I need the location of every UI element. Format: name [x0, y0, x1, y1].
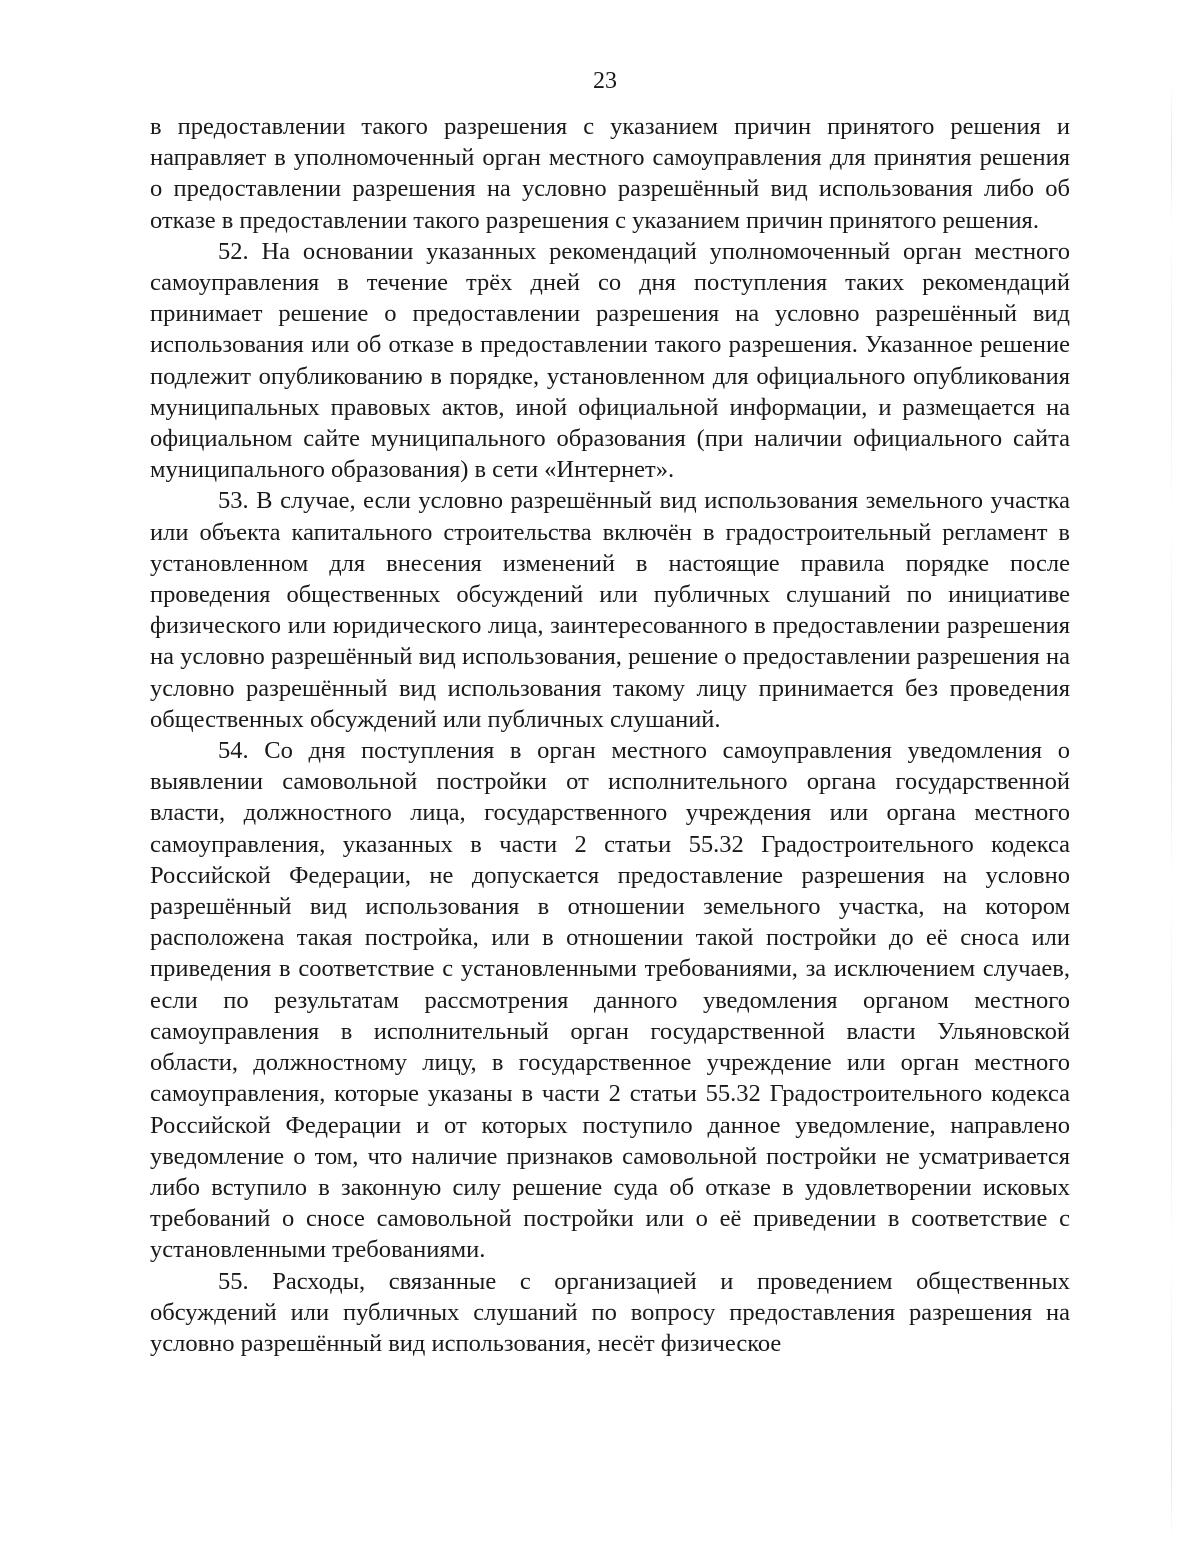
paragraph-continuation: в предоставлении такого разрешения с указанием причин принятого решения и направляет в уполномоченный орган местного самоуправления для принятия решения о предоставлении разрешения на условно разрешённый вид использования либо об отказе в предоставлении такого разрешения с указанием причин принятого решения.	[150, 113, 1070, 234]
paragraph-54: 54. Со дня поступления в орган местного самоуправления уведомления о выявлении самовольной постройки от исполнительного органа государственной власти, должностного лица, государственного учреждения или органа местного самоуправления, указанных в части 2 статьи 55.32 Градостроительного кодекса Российской Федерации, не допускается предоставление разрешения на условно разрешённый вид использования в отношении земельного участка, на котором расположена такая постройка, или в отношении такой постройки до её сноса или приведения в соответствие с установленными требованиями, за исключением случаев, если по результатам рассмотрения данного уведомления органом местного самоуправления в исполнительный орган государственной власти Ульяновской области, должностному лицу, в государственное учреждение или орган местного самоуправления, которые указаны в части 2 статьи 55.32 Градостроительного кодекса Российской Федерации и от которых поступило данное уведомление, направлено уведомление о том, что наличие признаков самовольной постройки не усматривается либо вступило в законную силу решение суда об отказе в удовлетворении исковых требований о сносе самовольной постройки или о её приведении в соответствие с установленными требованиями.	[150, 737, 1070, 1264]
paragraph-53: 53. В случае, если условно разрешённый вид использования земельного участка или объекта капитального строительства включён в градостроительный регламент в установленном для внесения изменений в настоящие правила порядке после проведения общественных обсуждений или публичных слушаний по инициативе физического или юридического лица, заинтересованного в предоставлении разрешения на условно разрешённый вид использования, решение о предоставлении разрешения на условно разрешённый вид использования такому лицу принимается без проведения общественных обсуждений или публичных слушаний.	[150, 487, 1070, 733]
scan-edge-artifact	[1171, 80, 1172, 1540]
page-number: 23	[593, 68, 617, 94]
paragraph-52: 52. На основании указанных рекомендаций уполномоченный орган местного самоуправления в течение трёх дней со дня поступления таких рекомендаций принимает решение о предоставлении разрешения на условно разрешённый вид использования или об отказе в предоставлении такого разрешения. Указанное решение подлежит опубликованию в порядке, установленном для официального опубликования муниципальных правовых актов, иной официальной информации, и размещается на официальном сайте муниципального образования (при наличии официального сайта муниципального образования) в сети «Интернет».	[150, 237, 1070, 484]
paragraph-55: 55. Расходы, связанные с организацией и проведением общественных обсуждений или публичных слушаний по вопросу предоставления разрешения на условно разрешённый вид использования, несёт физическое	[150, 1267, 1070, 1357]
document-body	[150, 111, 1070, 1359]
